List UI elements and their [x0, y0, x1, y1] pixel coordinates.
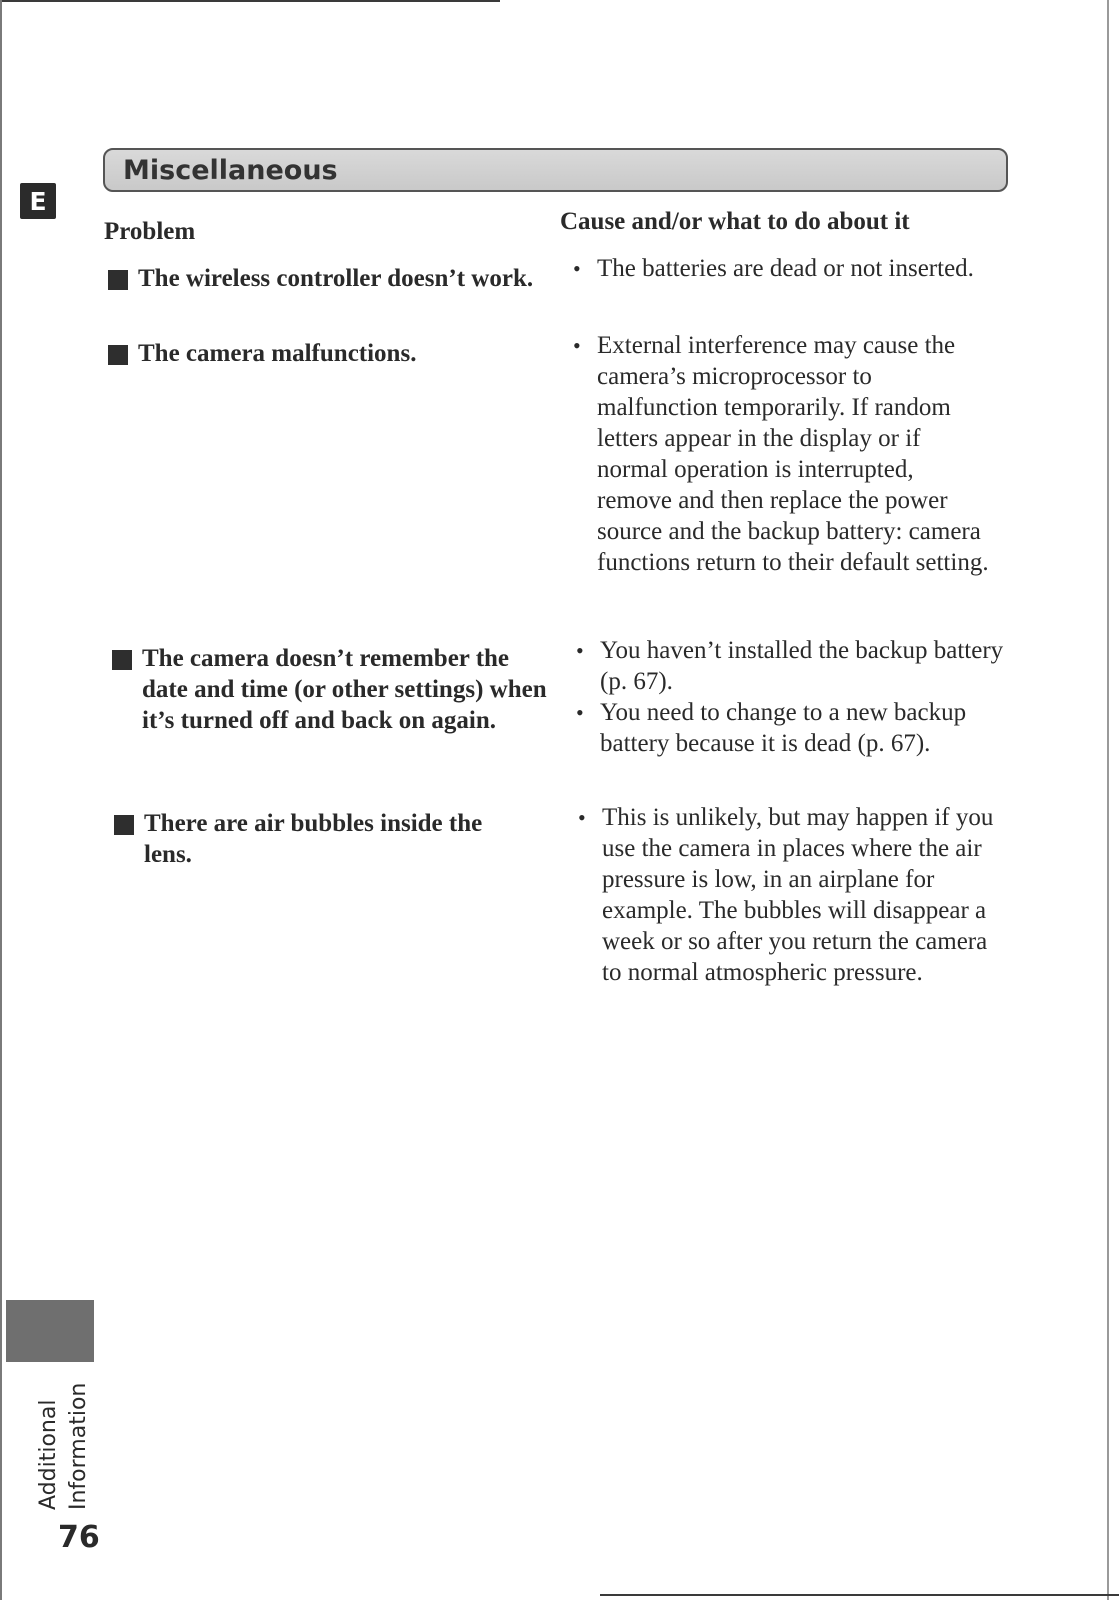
cause-block — [578, 802, 1008, 988]
bullet-icon: • — [573, 333, 581, 358]
cause-text: This is unlikely, but may happen if you use the camera in places where the air pressure is low, in an airplane for example. The bubbles will disappear a week or so after you return the camera to normal atmospheric pressure. — [602, 804, 994, 986]
cause-item — [573, 253, 1013, 284]
cause-block — [573, 253, 1013, 284]
section-side-tab — [6, 1300, 94, 1362]
cause-text: You haven’t installed the backup battery (p. 67). — [600, 637, 1004, 695]
cause-column-heading: Cause and/or what to do about it — [560, 208, 910, 235]
bullet-icon: • — [576, 700, 584, 725]
top-rule — [0, 0, 500, 2]
problem-marker-icon — [114, 815, 134, 835]
cause-item — [578, 802, 1008, 988]
cause-text: The batteries are dead or not inserted. — [597, 255, 974, 282]
cause-item — [576, 635, 1011, 697]
side-tab-line: Additional — [36, 1399, 61, 1510]
problem-text: The camera doesn’t remember the date and time (or other settings) when it’s turned off and back on again. — [142, 645, 547, 734]
problem-marker-icon — [112, 650, 132, 670]
cause-text: External interference may cause the camera’s microprocessor to malfunction temporarily. If random letters appear in the display or if normal operation is interrupted, remove and then replace the power source and the backup battery: camera functions return to their default setting. — [597, 332, 989, 576]
problem-text: The camera malfunctions. — [138, 340, 417, 367]
cause-block — [573, 330, 993, 578]
section-title: Miscellaneous — [123, 154, 338, 186]
problem-item — [106, 263, 546, 294]
side-tab-label — [34, 1383, 94, 1510]
problem-text: The wireless controller doesn’t work. — [138, 265, 534, 292]
problem-item — [106, 338, 546, 369]
page-number: 76 — [58, 1520, 100, 1555]
cause-text: You need to change to a new backup battery because it is dead (p. 67). — [600, 699, 967, 757]
cause-block — [576, 635, 1011, 759]
problem-item — [110, 643, 550, 736]
problem-column-heading: Problem — [104, 218, 196, 245]
bullet-icon: • — [576, 638, 584, 663]
bottom-rule — [600, 1594, 1119, 1596]
language-tab: E — [20, 183, 56, 219]
problem-marker-icon — [108, 345, 128, 365]
problem-item — [112, 808, 532, 870]
cause-item — [573, 330, 993, 578]
bullet-icon: • — [573, 256, 581, 281]
side-tab-line: Information — [66, 1382, 91, 1510]
problem-marker-icon — [108, 270, 128, 290]
section-header — [103, 148, 1008, 192]
cause-item — [576, 697, 1011, 759]
right-edge-rule — [1107, 0, 1109, 1600]
bullet-icon: • — [578, 805, 586, 830]
problem-text: There are air bubbles inside the lens. — [144, 810, 483, 868]
left-edge-rule — [0, 0, 2, 1600]
